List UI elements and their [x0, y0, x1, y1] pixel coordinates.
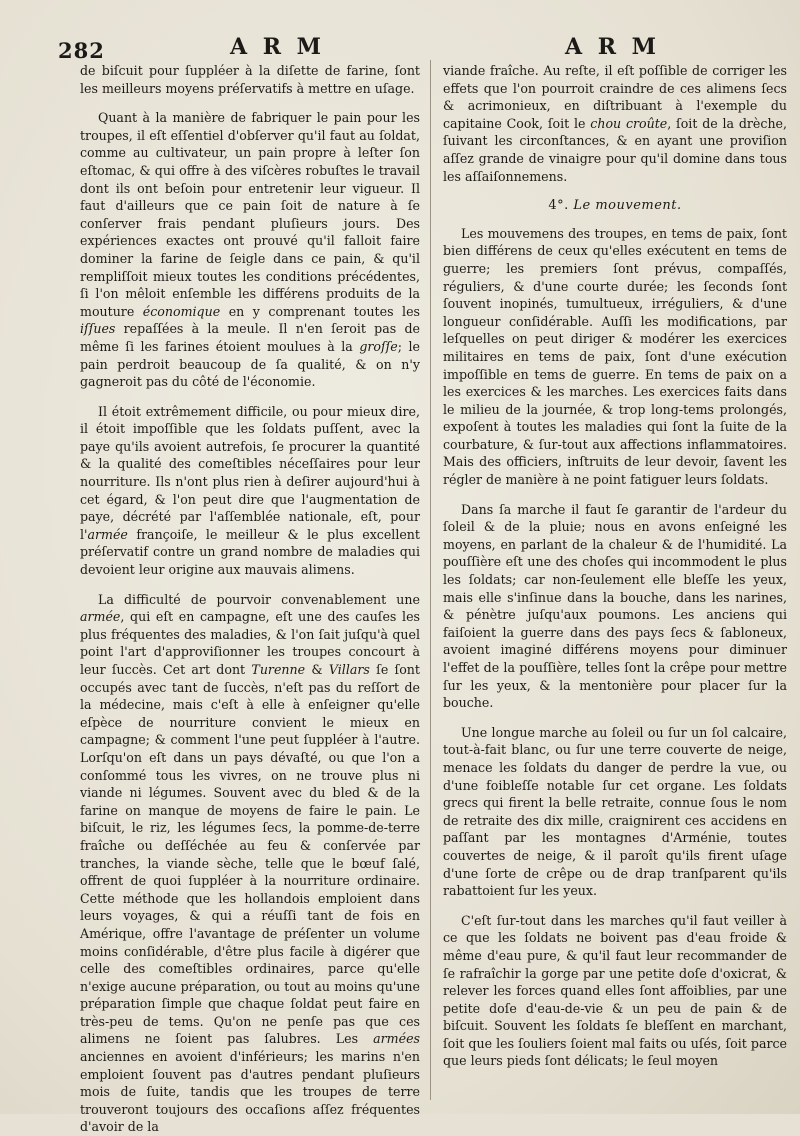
running-head-left: A R M	[230, 34, 326, 60]
paragraph: Quant à la manière de fabriquer le pain pour les troupes, il eſt eſſentiel d'obſerver qu'il faut au ſoldat, comme au cultivateur, un pain propre à leſter ſon eſtomac, & qui offre à des viſcères robuſtes le travail dont ils ont beſoin pour entretenir leur vigueur. Il faut d'ailleurs que ce pain ſoit de nature à ſe conſerver frais pendant pluſieurs jours. Des expériences exactes ont prouvé qu'il falloit faire dominer la farine de ſeigle dans ce pain, & qu'il rempliſſoit mieux toutes les conditions précédentes, ſi l'on mêloit enſemble les différens produits de la mouture économique en y comprenant toutes les iſſues repaſſées à la meule. Il n'en ſeroit pas de même ſi les farines étoient moulues à la groſſe; le pain perdroit beaucoup de ſa qualité, & on n'y gagneroit pas du côté de l'économie.	[80, 110, 421, 390]
running-head-right: A R M	[565, 34, 661, 60]
paragraph: Dans ſa marche il faut ſe garantir de l'ardeur du ſoleil & de la pluie; nous en avons enſeigné les moyens, en parlant de la chaleur & de l'humidité. La pouſſière eſt une des choſes qui incommodent le plus les ſoldats; car non-ſeulement elle bleſſe les yeux, mais elle s'inſinue dans la bouche, dans les narines, & pénètre juſqu'aux poumons. Les anciens qui faiſoient la guerre dans des pays ſecs & ſabloneux, avoient imaginé différens moyens pour diminuer l'effet de la pouſſière, telles ſont la crêpe pour mettre ſur les yeux, & la mentonière pour placer ſur la bouche.	[443, 501, 787, 711]
paragraph: de biſcuit pour ſuppléer à la diſette de farine, ſont les meilleurs moyens préſervatifs à mettre en uſage.	[80, 63, 420, 96]
left-column	[80, 62, 420, 1136]
page-number: 282	[58, 38, 105, 63]
section-heading: 4°. Le mouvement.	[548, 198, 682, 214]
paragraph: Il étoit extrêmement difficile, ou pour mieux dire, il étoit impoſſible que les ſoldats puſſent, avec la paye qu'ils avoient autrefois, ſe procurer la quantité & la qualité des comeſtibles néceſſaires pour leur nourriture. Ils n'ont plus rien à deſirer aujourd'hui à cet égard, & l'on peut dire que l'augmentation de paye, décrété par l'aſſemblée nationale, eſt, pour l'armée françoiſe, le meilleur & le plus excellent préſervatif contre un grand nombre de maladies qui devoient leur origine aux mauvais alimens.	[80, 403, 420, 578]
paragraph: Les mouvemens des troupes, en tems de paix, ſont bien différens de ceux qu'elles exécutent en tems de guerre; les premiers ſont prévus, compaſſés, réguliers, & d'une courte durée; les ſeconds ſont ſouvent inopinés, tumultueux, irréguliers, & d'une longueur conſidérable. Auſſi les modifications, par leſquelles on peut diriger & modérer les exercices militaires en tems de paix, ſont d'une exécution impoſſible en tems de guerre. En tems de paix on a les exercices & les marches. Les exercices faits dans le milieu de la journée, & trop long-tems prolongés, expoſent à toutes les maladies qui ſont la ſuite de la courbature, & ſur-tout aux affections inflammatoires. Mais des officiers, inſtruits de leur devoir, ſavent les régler de manière à ne point fatiguer leurs ſoldats.	[443, 225, 787, 488]
paragraph: C'eſt ſur-tout dans les marches qu'il faut veiller à ce que les ſoldats ne boivent pas d'eau froide & même d'eau pure, & qu'il faut leur recommander de ſe rafraîchir la gorge par une petite doſe d'oxicrat, & relever les forces quand elles ſont affoiblies, par une petite doſe d'eau-de-vie & un peu de pain & de biſcuit. Souvent les ſoldats ſe bleſſent en marchant, ſoit que les ſouliers ſoient mal faits ou uſés, ſoit parce que leurs pieds ſont délicats; le ſeul moyen	[443, 912, 787, 1069]
paragraph: La difficulté de pourvoir convenablement une armée, qui eſt en campagne, eſt une des cauſes les plus fréquentes des maladies, & l'on ſait juſqu'à quel point l'art d'approviſionner les troupes concourt à leur ſuccès. Cet art dont Turenne & Villars ſe ſont occupés avec tant de ſuccès, n'eſt pas du reſſort de la médecine, mais c'eſt à elle à enſeigner qu'elle eſpèce de nourriture convient le mieux en campagne; & comment l'une peut ſuppléer à l'autre. Lorſqu'on eſt dans un pays dévaſté, ou que l'on a conſommé tous les vivres, on ne trouve plus ni viande ni légumes. Souvent avec du bled & de la farine on manque de moyens de faire le pain. Le biſcuit, le riz, les légumes ſecs, la pomme-de-terre fraîche ou deſſéchée au feu & conſervée par tranches, la viande sèche, telle que le bœuf ſalé, offrent de quoi ſuppléer à la nourriture ordinaire. Cette méthode que les hollandois emploient dans leurs voyages, & qui a réuſſi tant de fois en Amérique, offre l'avantage de préſenter un volume moins conſidérable, d'être plus facile à digérer que celle des comeſtibles ordinaires, parce qu'elle n'exige aucune préparation, ou tout au moins qu'une préparation ſimple que chaque ſoldat peut faire en très-peu de tems. Qu'on ne penſe pas que ces alimens ne ſoient pas ſalubres. Les armées anciennes en avoient d'inférieurs; les marins n'en emploient ſouvent pas d'autres pendant pluſieurs mois de ſuite, tandis que les troupes de terre trouveront toujours des occaſions aſſez fréquentes d'avoir de la	[80, 591, 420, 1135]
paragraph: viande fraîche. Au reſte, il eſt poſſible de corriger les effets que l'on pourroit craindre de ces alimens ſecs & acrimonieux, en diſtribuant à l'exemple du capitaine Cook, ſoit le chou croûte, ſoit de la drèche, ſuivant les circonſtances, & en ayant une proviſion aſſez grande de vinaigre pour qu'il domine dans tous les aſſaiſonnemens.	[443, 63, 788, 184]
column-divider	[430, 60, 431, 1100]
paragraph: Une longue marche au ſoleil ou ſur un ſol calcaire, tout-à-fait blanc, ou ſur une terre couverte de neige, menace les ſoldats du danger de perdre la vue, ou d'une foibleſſe notable ſur cet organe. Les ſoldats grecs qui firent la belle retraite, connue ſous le nom de retraite des dix mille, craignirent ces accidens en paſſant par les montagnes d'Arménie, toutes couvertes de neige, & il paroît qu'ils firent uſage d'une ſorte de crêpe ou de drap tranſparent qu'ils rabattoient ſur les yeux.	[443, 724, 787, 899]
right-column	[443, 62, 787, 1070]
